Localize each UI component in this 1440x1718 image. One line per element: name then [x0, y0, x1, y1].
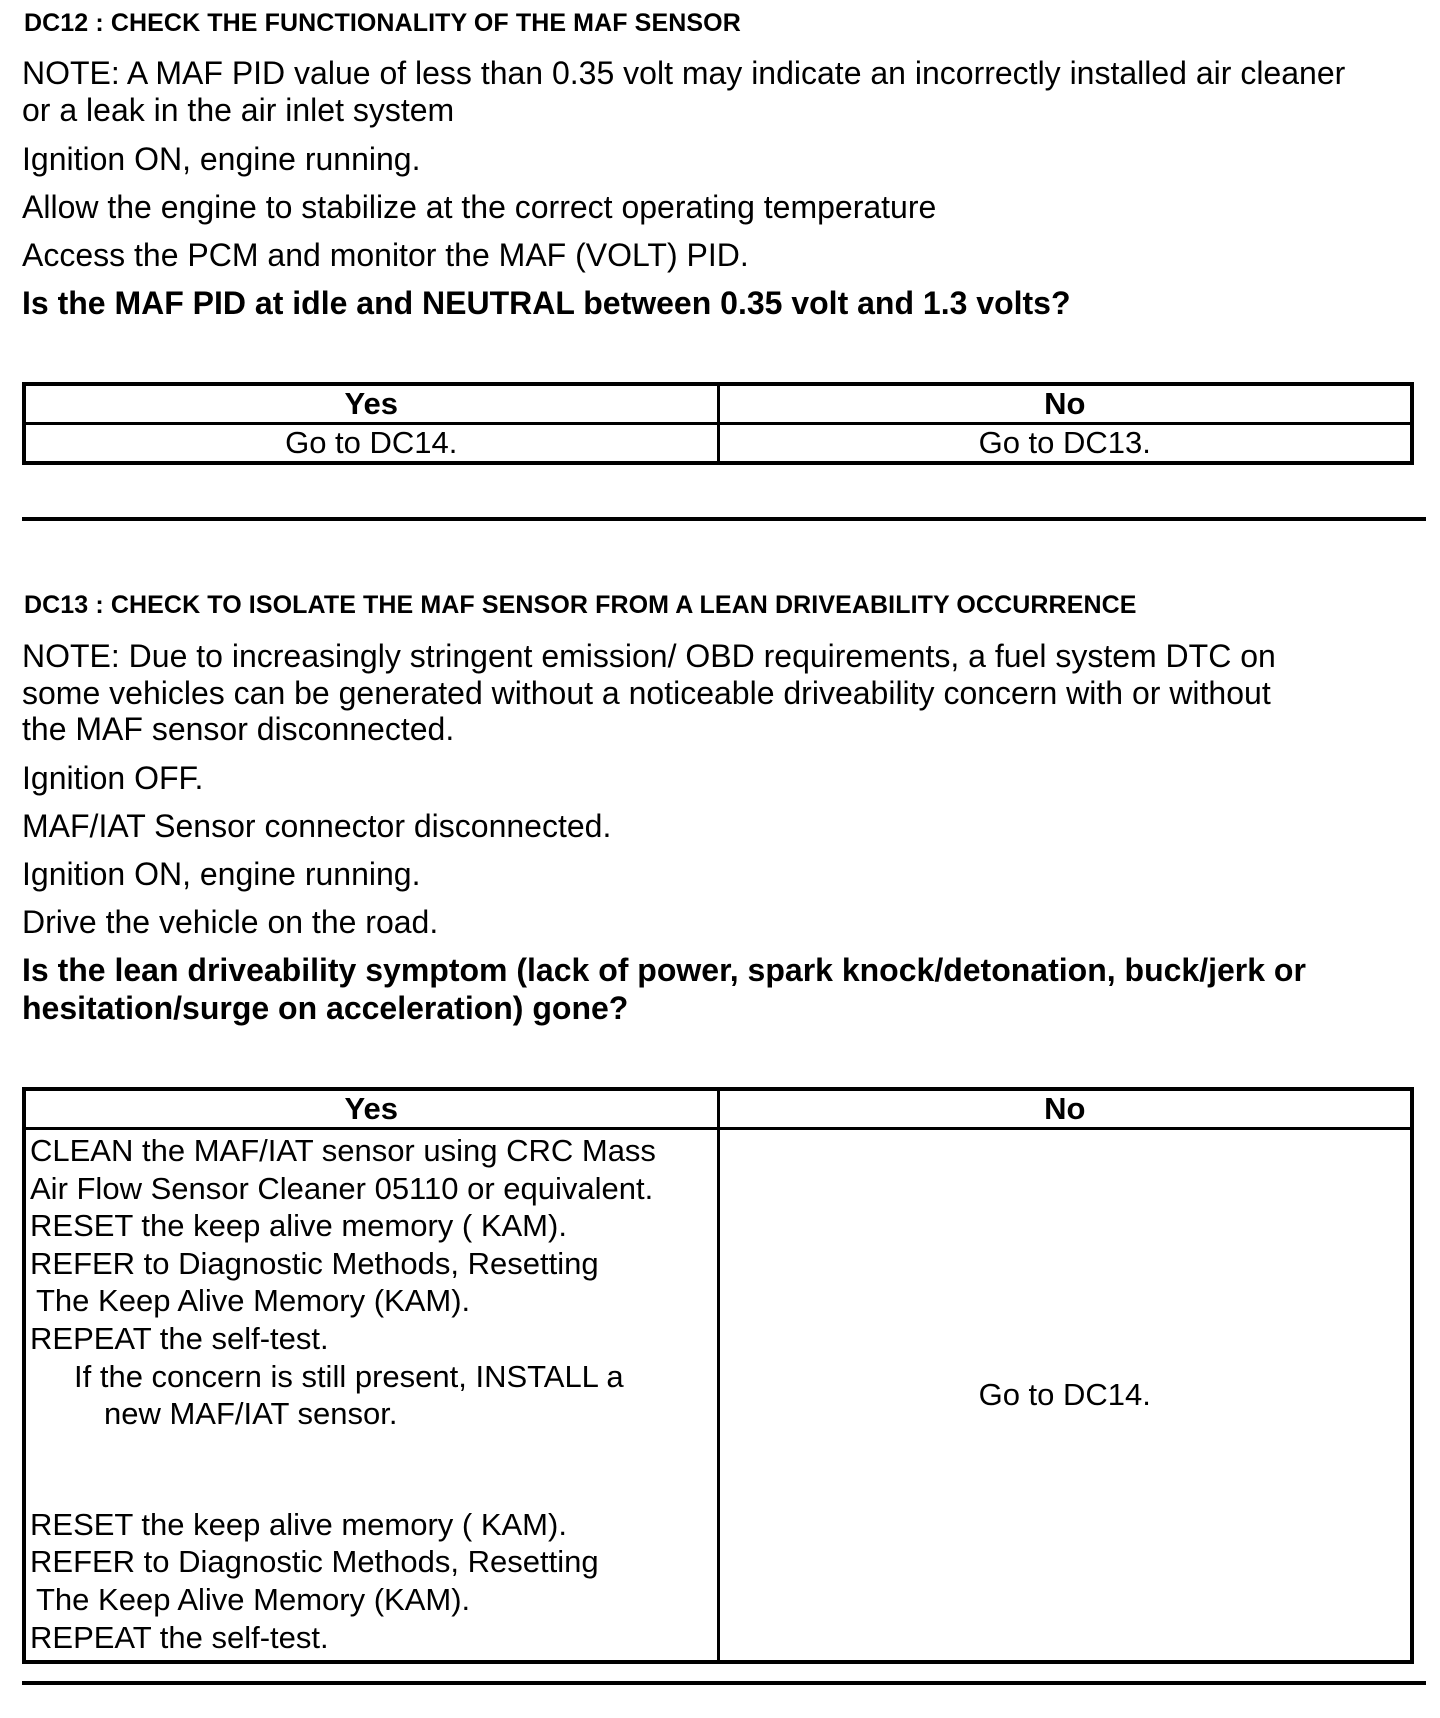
dc13-note-line1: NOTE: Due to increasingly stringent emission/ OBD requirements, a fuel system DTC on — [22, 638, 1276, 674]
dc13-yes-line: The Keep Alive Memory (KAM). — [36, 1283, 471, 1319]
dc13-heading: DC13 : CHECK TO ISOLATE THE MAF SENSOR FROM A LEAN DRIVEABILITY OCCURRENCE — [24, 591, 1137, 619]
dc13-yes-line: RESET the keep alive memory ( KAM). — [30, 1208, 567, 1244]
dc13-decision-table — [22, 1087, 1414, 1664]
dc12-yes-header: Yes — [24, 384, 718, 424]
dc13-yes-line: CLEAN the MAF/IAT sensor using CRC Mass — [30, 1133, 656, 1168]
dc13-no-header: No — [718, 1089, 1412, 1129]
dc12-question: Is the MAF PID at idle and NEUTRAL between 0.35 volt and 1.3 volts? — [22, 285, 1071, 321]
dc13-yes-line: RESET the keep alive memory ( KAM). — [30, 1506, 567, 1542]
dc12-step-2: Allow the engine to stabilize at the correct operating temperature — [22, 189, 937, 225]
dc13-step-4: Drive the vehicle on the road. — [22, 904, 439, 940]
spacer — [30, 1433, 717, 1506]
dc13-note-line2: some vehicles can be generated without a noticeable driveability concern with or without — [22, 675, 1271, 711]
dc12-step-1: Ignition ON, engine running. — [22, 141, 421, 177]
dc13-question-line1: Is the lean driveability symptom (lack of power, spark knock/detonation, buck/jerk or — [22, 952, 1306, 988]
dc12-heading: DC12 : CHECK THE FUNCTIONALITY OF THE MAF SENSOR — [24, 9, 741, 37]
dc13-yes-line: REFER to Diagnostic Methods, Resetting — [30, 1245, 599, 1281]
section-divider — [22, 517, 1426, 521]
dc13-step-2: MAF/IAT Sensor connector disconnected. — [22, 808, 612, 844]
dc13-yes-header: Yes — [24, 1089, 718, 1129]
dc12-note-line1: NOTE: A MAF PID value of less than 0.35 volt may indicate an incorrectly installed air cleaner — [22, 55, 1346, 91]
dc13-yes-action — [24, 1129, 718, 1663]
dc12-no-action: Go to DC13. — [718, 424, 1412, 464]
dc12-note-line2: or a leak in the air inlet system — [22, 92, 455, 128]
dc12-yes-action: Go to DC14. — [24, 424, 718, 464]
dc13-question-line2: hesitation/surge on acceleration) gone? — [22, 990, 629, 1026]
dc13-yes-line: If the concern is still present, INSTALL a — [74, 1358, 624, 1394]
dc13-yes-line: The Keep Alive Memory (KAM). — [36, 1581, 471, 1617]
dc13-yes-line: REPEAT the self-test. — [30, 1619, 329, 1655]
dc12-no-header: No — [718, 384, 1412, 424]
dc12-decision-table — [22, 382, 1414, 465]
dc13-yes-line: Air Flow Sensor Cleaner 05110 or equivalent. — [30, 1170, 654, 1206]
dc13-yes-line: REFER to Diagnostic Methods, Resetting — [30, 1544, 599, 1580]
dc13-no-action: Go to DC14. — [718, 1129, 1412, 1663]
dc13-step-3: Ignition ON, engine running. — [22, 856, 421, 892]
dc13-step-1: Ignition OFF. — [22, 760, 204, 796]
dc13-note-line3: the MAF sensor disconnected. — [22, 711, 455, 747]
dc13-yes-line: REPEAT the self-test. — [30, 1320, 329, 1356]
section-divider — [22, 1681, 1426, 1685]
dc13-yes-line: new MAF/IAT sensor. — [104, 1396, 398, 1432]
dc12-step-3: Access the PCM and monitor the MAF (VOLT) PID. — [22, 237, 749, 273]
